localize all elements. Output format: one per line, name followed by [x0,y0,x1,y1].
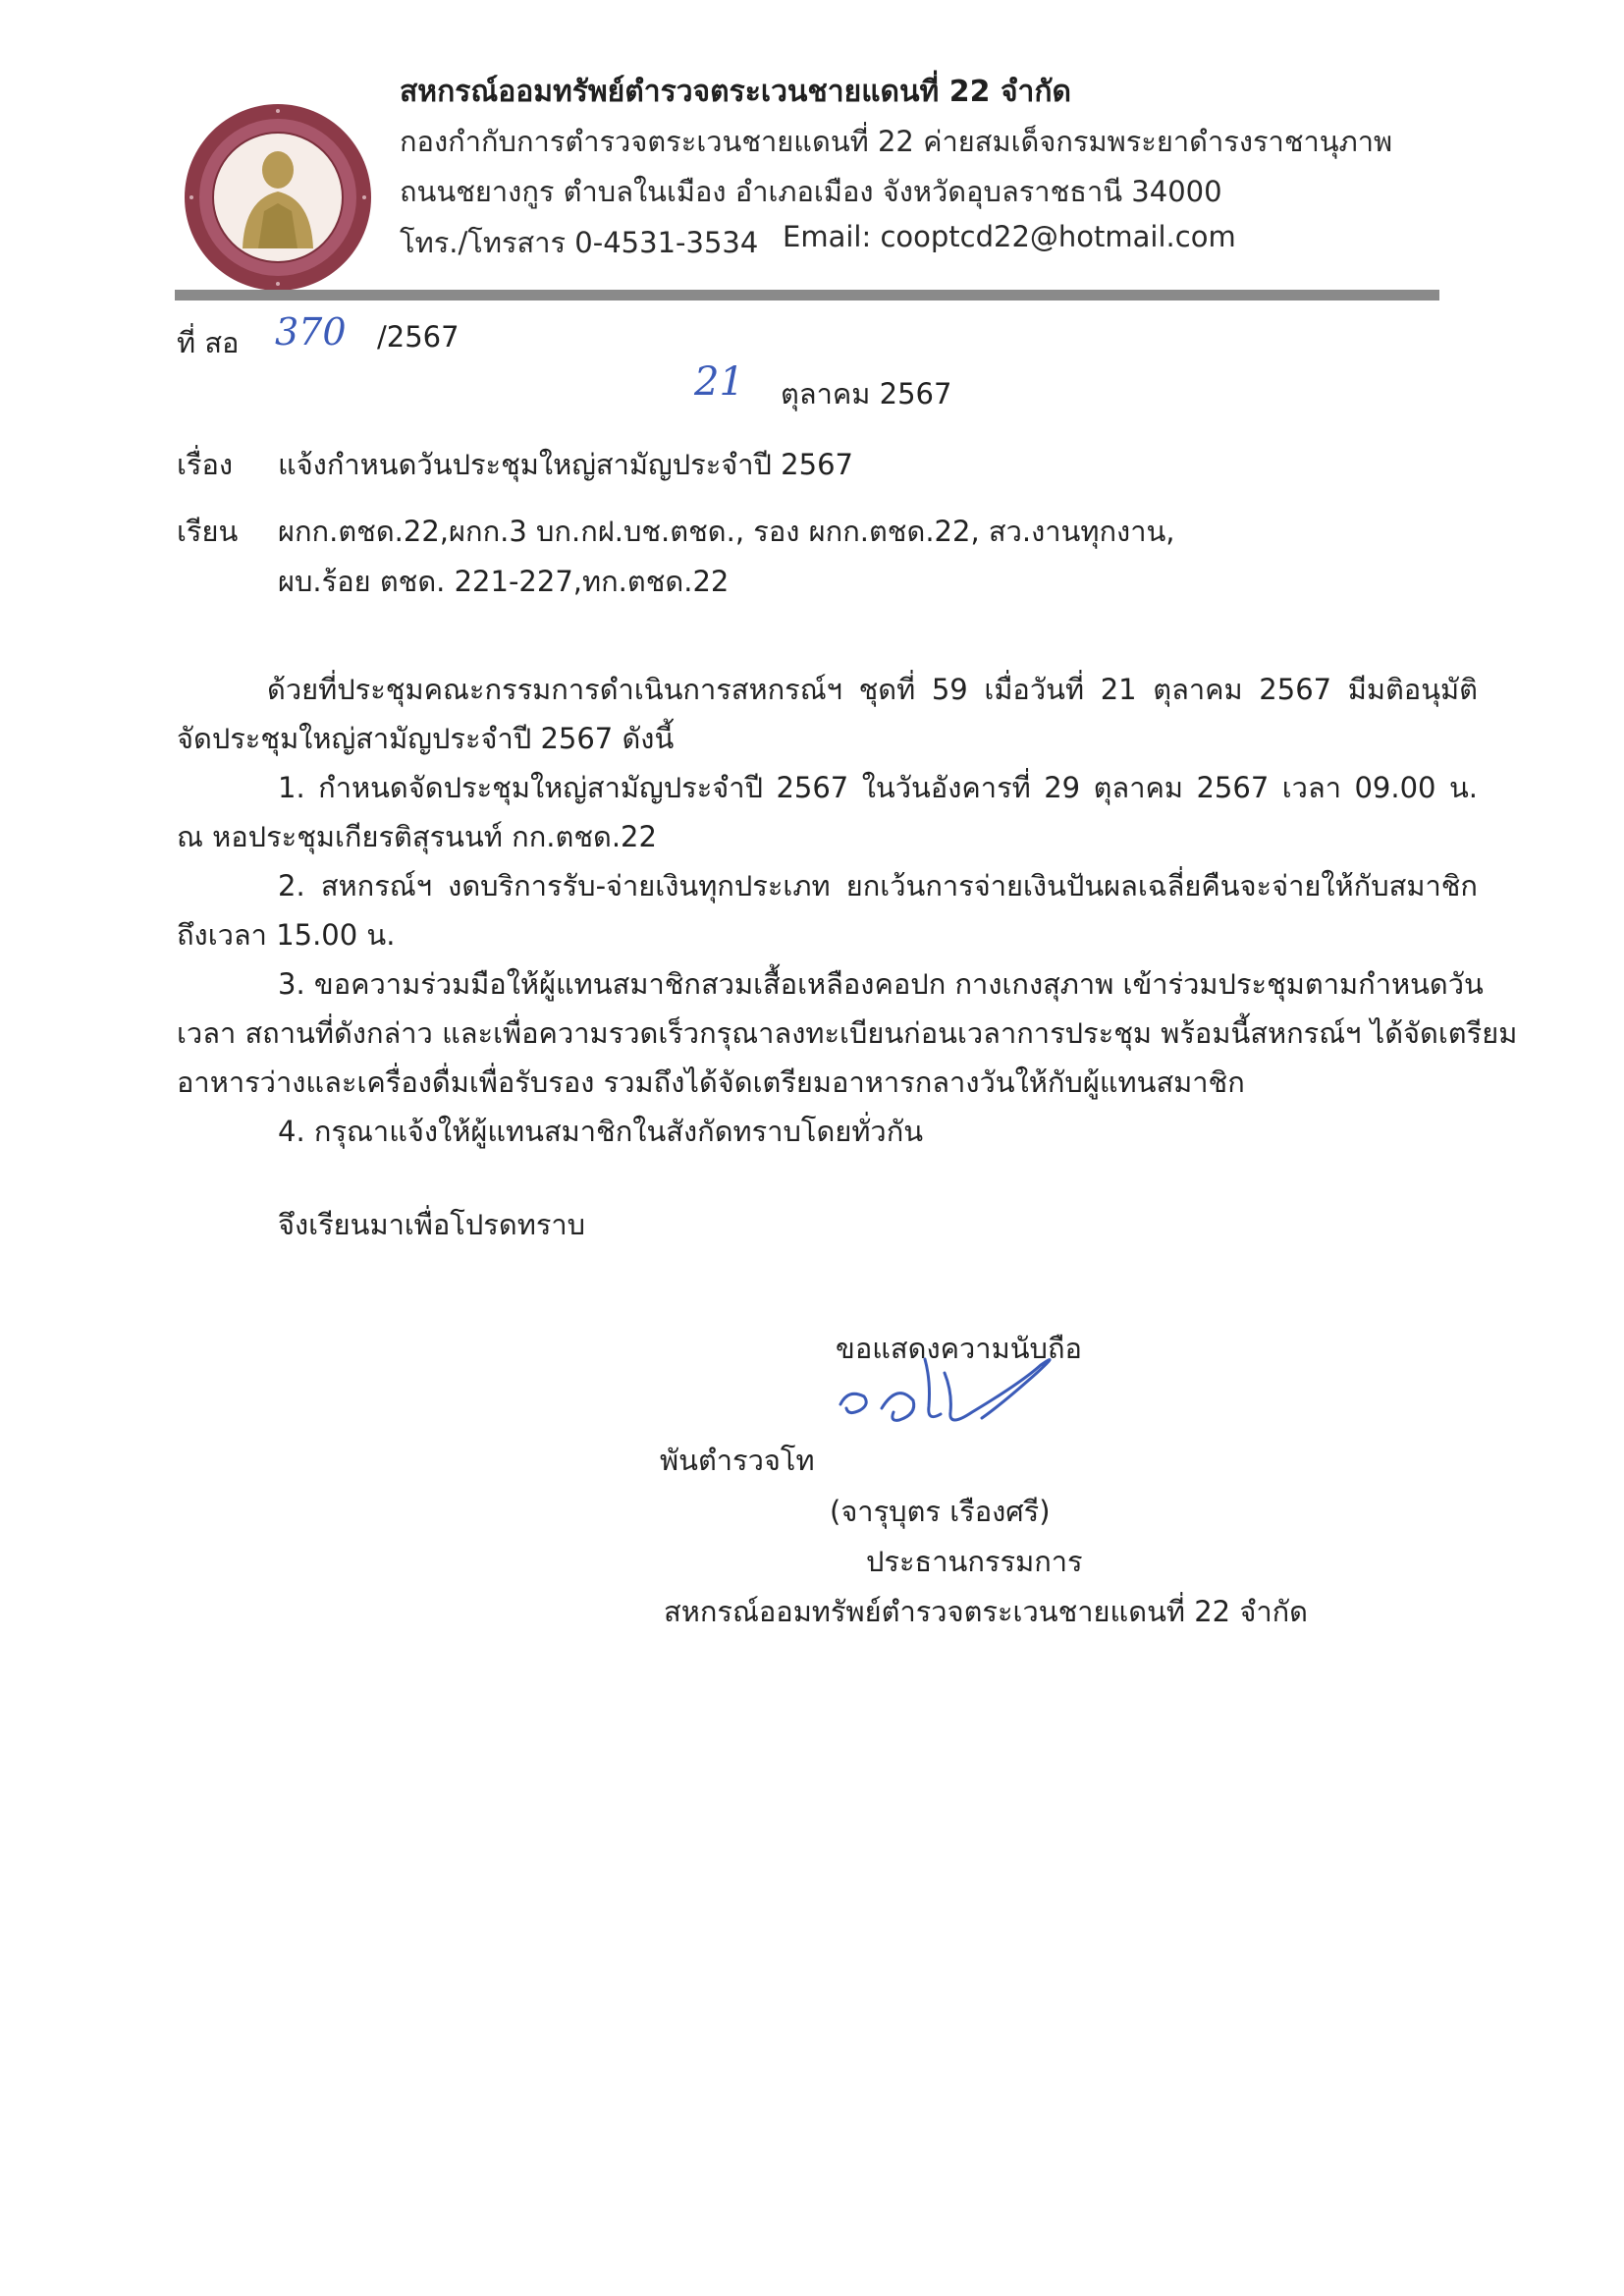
closing-line: จึงเรียนมาเพื่อโปรดทราบ [278,1208,586,1241]
item-3-line-3: อาหารว่างและเครื่องดื่มเพื่อรับรอง รวมถึงได้จัดเตรียมอาหารกลางวันให้กับผู้แทนสมาชิก [177,1066,1245,1099]
signer-position: ประธานกรรมการ [866,1545,1083,1578]
date-day-handwritten: 21 [694,359,744,405]
recipient-label: เรียน [177,515,239,548]
signer-rank: พันตำรวจโท [660,1444,815,1477]
org-name-header: สหกรณ์ออมทรัพย์ตำรวจตระเวนชายแดนที่ 22 จำกัด [400,75,1072,109]
email-address: Email: cooptcd22@hotmail.com [783,220,1236,253]
intro-line-2: จัดประชุมใหญ่สามัญประจำปี 2567 ดังนี้ [177,722,675,755]
date-month-year: ตุลาคม 2567 [781,377,952,410]
recipient-line-1: ผกก.ตชด.22,ผกก.3 บก.กฝ.บช.ตชด., รอง ผกก.ตชด.22, สว.งานทุกงาน, [278,515,1175,548]
subject-text: แจ้งกำหนดวันประชุมใหญ่สามัญประจำปี 2567 [278,448,853,481]
intro-line-1: ด้วยที่ประชุมคณะกรรมการดำเนินการสหกรณ์ฯ ชุดที่ 59 เมื่อวันที่ 21 ตุลาคม 2567 มีมติอนุมัติ [267,673,1478,706]
address-line-2: ถนนชยางกูร ตำบลในเมือง อำเภอเมือง จังหวัดอุบลราชธานี 34000 [400,175,1222,208]
item-1-line-1: 1. กำหนดจัดประชุมใหญ่สามัญประจำปี 2567 ในวันอังคารที่ 29 ตุลาคม 2567 เวลา 09.00 น. [278,771,1478,804]
handwritten-signature [835,1343,1080,1471]
recipient-line-2: ผบ.ร้อย ตชด. 221-227,ทก.ตชด.22 [278,565,730,598]
item-2-line-1: 2. สหกรณ์ฯ งดบริการรับ-จ่ายเงินทุกประเภท ยกเว้นการจ่ายเงินปันผลเฉลี่ยคืนจะจ่ายให้กับสมาชิก [278,869,1478,902]
reference-prefix: ที่ สอ [177,326,240,359]
body-content [177,665,1518,1156]
signer-name: (จารุบุตร เรืองศรี) [830,1495,1051,1528]
subject-label: เรื่อง [177,448,234,481]
item-3-line-2: เวลา สถานที่ดังกล่าว และเพื่อความรวดเร็วกรุณาลงทะเบียนก่อนเวลาการประชุม พร้อมนี้สหกรณ์ฯ ได้จัดเตรียม [177,1016,1518,1050]
item-4-line-1: 4. กรุณาแจ้งให้ผู้แทนสมาชิกในสังกัดทราบโดยทั่วกัน [278,1115,924,1148]
phone-fax: โทร./โทรสาร 0-4531-3534 [400,226,759,259]
item-1-line-2: ณ หอประชุมเกียรติสุรนนท์ กก.ตชด.22 [177,820,657,853]
regards-text: ขอแสดงความนับถือ [836,1332,1082,1365]
signer-organization: สหกรณ์ออมทรัพย์ตำรวจตระเวนชายแดนที่ 22 จำกัด [664,1595,1309,1628]
header-divider [175,290,1439,301]
reference-number-handwritten: 370 [275,310,347,354]
address-line-1: กองกำกับการตำรวจตระเวนชายแดนที่ 22 ค่ายสมเด็จกรมพระยาดำรงราชานุภาพ [400,125,1393,158]
item-3-line-1: 3. ขอความร่วมมือให้ผู้แทนสมาชิกสวมเสื้อเหลืองคอปก กางเกงสุภาพ เข้าร่วมประชุมตามกำหนดวัน [278,967,1484,1001]
item-2-line-2: ถึงเวลา 15.00 น. [177,918,396,952]
reference-suffix: /2567 [377,320,460,354]
cooperative-seal-logo [182,101,374,298]
